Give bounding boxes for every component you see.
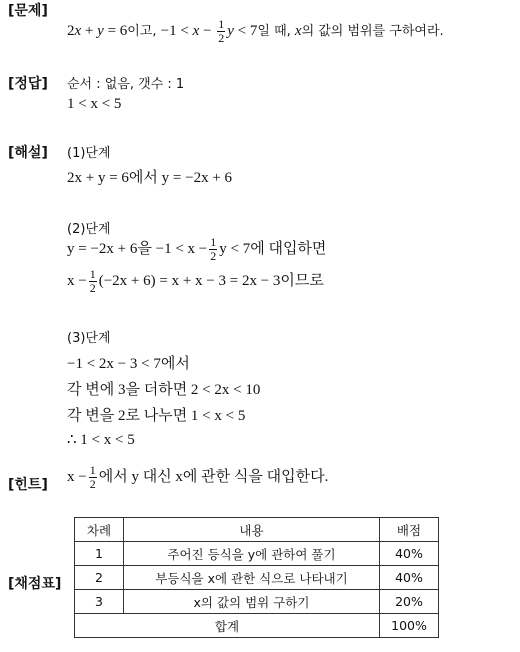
rubric-cell-no: 1 — [75, 542, 124, 566]
rubric-header-content: 내용 — [124, 518, 380, 542]
step2-title: (2)단계 — [67, 222, 111, 237]
rubric-header-no: 차례 — [75, 518, 124, 542]
answer-result: 1 < x < 5 — [67, 96, 122, 112]
fraction-one-half: $\frac{1}{2}$ — [89, 267, 96, 295]
rubric-total-score: 100% — [380, 614, 439, 638]
rubric-cell-no: 3 — [75, 590, 124, 614]
step3-title: (3)단계 — [67, 331, 111, 346]
problem-statement: 2x + y = 6이고, −1 < x − $\frac{1}{2}$ y < 7일 때, x의 값의 범위를 구하여라. — [67, 17, 444, 45]
rubric-cell-content: x의 값의 범위 구하기 — [124, 590, 380, 614]
step2-line-b: x − $\frac{1}{2}$ (−2x + 6) = x + x − 3 = 2x − 3이므로 — [67, 267, 324, 295]
section-problem-label: [문제] — [8, 3, 48, 19]
rubric-cell-score: 20% — [380, 590, 439, 614]
rubric-cell-content: 주어진 등식을 y에 관하여 풀기 — [124, 542, 380, 566]
rubric-header-score: 배점 — [380, 518, 439, 542]
step2-line-a: y = −2x + 6을 −1 < x − $\frac{1}{2}$ y < 7에 대입하면 — [67, 235, 327, 263]
rubric-table — [74, 517, 439, 638]
table-row — [75, 566, 439, 590]
answer-meta: 순서 : 없음, 갯수 : 1 — [67, 77, 185, 92]
rubric-total-row — [75, 614, 439, 638]
rubric-cell-no: 2 — [75, 566, 124, 590]
section-answer-label: [정답] — [8, 76, 48, 92]
step1-title: (1)단계 — [67, 146, 111, 161]
rubric-cell-score: 40% — [380, 566, 439, 590]
step3-conclusion: ∴ 1 < x < 5 — [67, 432, 135, 448]
step3-line-b: 각 변에 3을 더하면 2 < 2x < 10 — [67, 382, 261, 398]
rubric-cell-content: 부등식을 x에 관한 식으로 나타내기 — [124, 566, 380, 590]
hint-text: x − $\frac{1}{2}$ 에서 y 대신 x에 관한 식을 대입한다. — [67, 463, 329, 491]
section-rubric-label: [채점표] — [8, 576, 62, 592]
fraction-one-half: $\frac{1}{2}$ — [218, 17, 225, 45]
rubric-header-row — [75, 518, 439, 542]
section-hint-label: [힌트] — [8, 477, 48, 493]
fraction-one-half: $\frac{1}{2}$ — [210, 235, 217, 263]
rubric-cell-score: 40% — [380, 542, 439, 566]
step3-line-a: −1 < 2x − 3 < 7에서 — [67, 356, 190, 372]
table-row — [75, 542, 439, 566]
section-solution-label: [해설] — [8, 145, 48, 161]
fraction-one-half: $\frac{1}{2}$ — [89, 463, 96, 491]
rubric-total-label: 합계 — [75, 614, 380, 638]
step3-line-c: 각 변을 2로 나누면 1 < x < 5 — [67, 408, 246, 424]
table-row — [75, 590, 439, 614]
step1-line: 2x + y = 6에서 y = −2x + 6 — [67, 170, 233, 186]
